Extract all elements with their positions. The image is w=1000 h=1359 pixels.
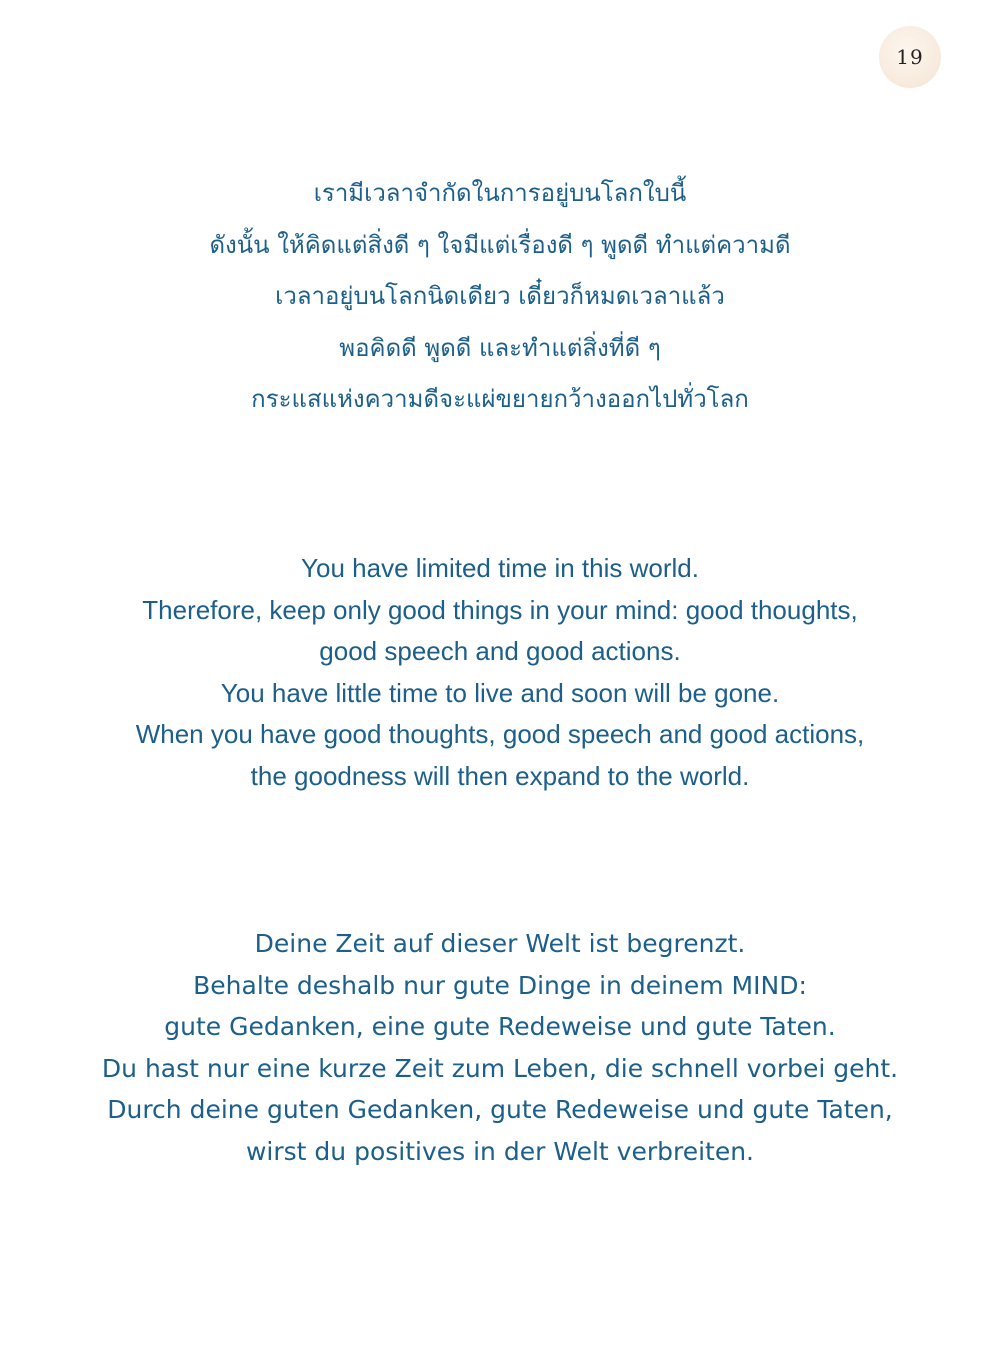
english-line: Therefore, keep only good things in your mind: good thoughts, — [142, 594, 858, 625]
english-line: the goodness will then expand to the world. — [250, 760, 750, 791]
german-line: Behalte deshalb nur gute Dinge in deinem MIND: — [193, 970, 807, 1000]
thai-line: เรามีเวลาจำกัดในการอยู่บนโลกใบนี้ — [313, 179, 687, 207]
page-number: 19 — [896, 45, 924, 69]
german-line: gute Gedanken, eine gute Redeweise und gute Taten. — [164, 1012, 836, 1041]
english-line: You have little time to live and soon will be gone. — [220, 677, 780, 708]
page-number-badge — [879, 26, 941, 88]
english-line: When you have good thoughts, good speech and good actions, — [135, 719, 865, 749]
thai-line: กระแสแห่งความดีจะแผ่ขยายกว้างออกไปทั่วโลก — [251, 385, 749, 413]
thai-line: ดังนั้น ให้คิดแต่สิ่งดี ๆ ใจมีแต่เรื่องดี ๆ พูดดี ทำแต่ความดี — [209, 230, 791, 259]
english-line: good speech and good actions. — [319, 636, 681, 666]
thai-line: พอคิดดี พูดดี และทำแต่สิ่งที่ดี ๆ — [339, 333, 661, 362]
german-line: wirst du positives in der Welt verbreiten. — [245, 1136, 755, 1166]
german-paragraph — [0, 923, 1000, 1172]
german-line: Du hast nur eine kurze Zeit zum Leben, die schnell vorbei geht. — [101, 1053, 899, 1083]
german-line: Durch deine guten Gedanken, gute Redeweise und gute Taten, — [107, 1095, 893, 1124]
english-paragraph — [0, 548, 1000, 797]
english-line: You have limited time in this world. — [301, 553, 699, 583]
german-line: Deine Zeit auf dieser Welt ist begrenzt. — [254, 929, 746, 958]
thai-paragraph — [0, 168, 1000, 426]
thai-line: เวลาอยู่บนโลกนิดเดียว เดี๋ยวก็หมดเวลาแล้ว — [275, 282, 725, 310]
